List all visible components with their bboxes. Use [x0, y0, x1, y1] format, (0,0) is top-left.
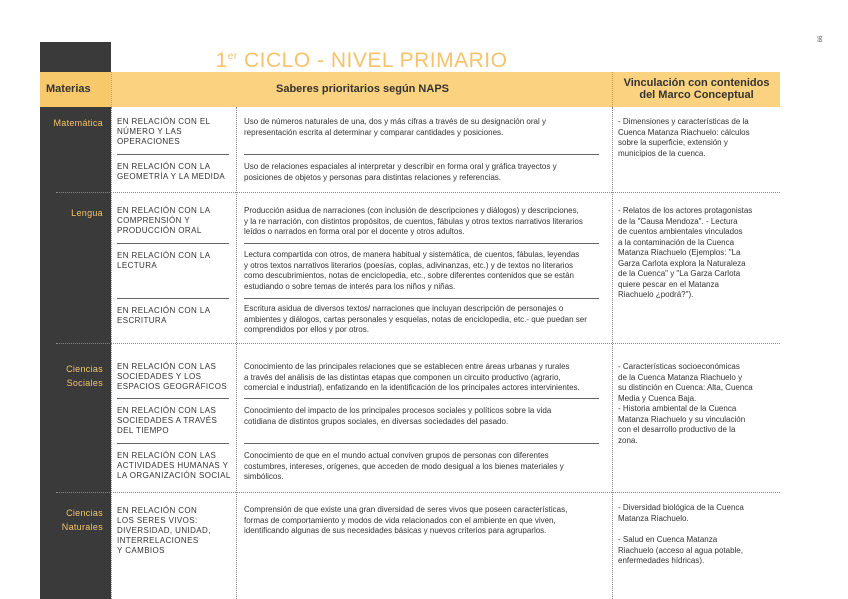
row-divider: [117, 243, 229, 244]
saber-lengua-oral: Producción asidua de narraciones (con inclusión de descripciones y diálogos) y descripciones, y la re narración, con distintos propósitos, de cuentos, fábulas y otros textos narrativos literarios leídos o narrados en forma oral por el docente y otros adultos.: [244, 206, 583, 236]
header-materias: Materias: [40, 72, 111, 107]
row-divider: [117, 443, 229, 444]
row-divider: [117, 398, 229, 399]
category-organizacion-social: EN RELACIÓN CON LAS ACTIVIDADES HUMANAS Y LA ORGANIZACIÓN SOCIAL: [117, 451, 231, 480]
materia-ciencias-sociales: Ciencias Sociales: [66, 364, 103, 388]
row-divider: [244, 398, 599, 399]
section-divider: [56, 343, 780, 344]
vinculacion-naturales-salud: - Salud en Cuenca Matanza Riachuelo (acceso al agua potable, enfermedades hídricas).: [618, 535, 743, 565]
materia-lengua: Lengua: [71, 208, 103, 218]
saber-matematica-numeros: Uso de números naturales de una, dos y más cifras a través de su designación oral y representación escrita al determinar y comparar cantidades y posiciones.: [244, 117, 546, 137]
vinculacion-naturales-diversidad: - Diversidad biológica de la Cuenca Matanza Riachuelo.: [618, 503, 744, 523]
row-divider: [117, 154, 229, 155]
header-saberes: Saberes prioritarios según NAPS: [111, 72, 613, 107]
category-a-traves-del-tiempo: EN RELACIÓN CON LAS SOCIEDADES A TRAVÉS DEL TIEMPO: [117, 406, 218, 435]
saber-lengua-lectura: Lectura compartida con otros, de manera habitual y sistemática, de cuentos, fábulas, leyendas y otros textos narrativos literarios (poesías, coplas, adivinanzas, etc.) y de textos no literarios como descubrimientos, notas de enciclopedia, etc., sobre diferentes contenidos que se están estudiando o sobre temas de interés para los niños y niñas.: [244, 250, 580, 291]
row-divider: [244, 243, 599, 244]
category-geometria-medida: EN RELACIÓN CON LA GEOMETRÍA Y LA MEDIDA: [117, 162, 226, 181]
vinculacion-sociales: - Características socioeconómicas de la Cuenca Matanza Riachuelo y su distinción en Cuenca: Alta, Cuenca Media y Cuenca Baja. - Historia ambiental de la Cuenca Matanza Riachuelo y su vinculación con el desarrollo productivo de la zona.: [618, 362, 753, 445]
row-divider: [244, 443, 599, 444]
column-divider: [612, 107, 613, 599]
section-divider: [56, 492, 780, 493]
page-title: 1er CICLO - NIVEL PRIMARIO: [215, 49, 508, 72]
category-espacios-geograficos: EN RELACIÓN CON LAS SOCIEDADES Y LOS ESPACIOS GEOGRÁFICOS: [117, 362, 228, 391]
row-divider: [117, 298, 229, 299]
row-divider: [244, 298, 599, 299]
saber-matematica-espacio: Uso de relaciones espaciales al interpretar y describir en forma oral y gráfica trayectos y posiciones de objetos y personas para distintas relaciones y referencias.: [244, 162, 557, 182]
vinculacion-matematica: - Dimensiones y características de la Cuenca Matanza Riachuelo: cálculos sobre la superficie, extensión y municipios de la cuenca.: [618, 117, 750, 158]
vinculacion-lengua: - Relatos de los actores protagonistas de la "Causa Mendoza". - Lectura de cuentos ambientales vinculados a la contaminación de la Cuenca Matanza Riachuelo (Ejemplos: "La Garza Carlota explora la Naturaleza de la Cuenca" y "La Garza Carlota quiere pescar en el Matanza Riachuelo ¿podrá?").: [618, 206, 753, 299]
saber-naturales-diversidad: Comprensión de que existe una gran diversidad de seres vivos que poseen características, formas de comportamiento y modos de vida relacionados con el ambiente en que viven, identificando algunas de sus necesidades básicas y nuevos criterios para agruparlos.: [244, 505, 568, 535]
saber-sociales-organizacion: Conocimiento de que en el mundo actual conviven grupos de personas con diferentes costumbres, intereses, orígenes, que acceden de modo desigual a los bienes materiales y simbólicos.: [244, 451, 564, 481]
header-vinculacion: Vinculación con contenidos del Marco Conceptual: [612, 72, 780, 107]
category-escritura: EN RELACIÓN CON LA ESCRITURA: [117, 306, 211, 325]
section-divider: [56, 192, 780, 193]
column-divider: [236, 107, 237, 599]
materia-matematica: Matemática: [53, 118, 103, 128]
category-comprension-oral: EN RELACIÓN CON LA COMPRENSIÓN Y PRODUCCIÓN ORAL: [117, 206, 211, 235]
saber-lengua-escritura: Escritura asidua de diversos textos/ narraciones que incluyan descripción de personajes o ambientes y diálogos, cartas personales y esquelas, notas de enciclopedia, etc.- que puedan ser comprendidos por ellos y por otros.: [244, 304, 587, 334]
category-lectura: EN RELACIÓN CON LA LECTURA: [117, 251, 211, 270]
page-number: 99: [815, 35, 822, 43]
category-seres-vivos: EN RELACIÓN CON LOS SERES VIVOS: DIVERSIDAD, UNIDAD, INTERRELACIONES Y CAMBIOS: [117, 506, 211, 555]
category-numero-operaciones: EN RELACIÓN CON EL NÚMERO Y LAS OPERACIONES: [117, 117, 211, 146]
column-divider: [111, 107, 112, 599]
saber-sociales-espacios: Conocimiento de las principales relaciones que se establecen entre áreas urbanas y rurales a través del análisis de las distintas etapas que componen un circuito productivo (agrario, comercial e industrial), enfatizando en la identificación de los principales actores intervinientes.: [244, 362, 580, 392]
row-divider: [244, 154, 599, 155]
materia-ciencias-naturales: Ciencias Naturales: [61, 508, 103, 532]
saber-sociales-tiempo: Conocimiento del impacto de los principales procesos sociales y políticos sobre la vida cotidiana de distintos grupos sociales, en diversas sociedades del pasado.: [244, 406, 552, 426]
